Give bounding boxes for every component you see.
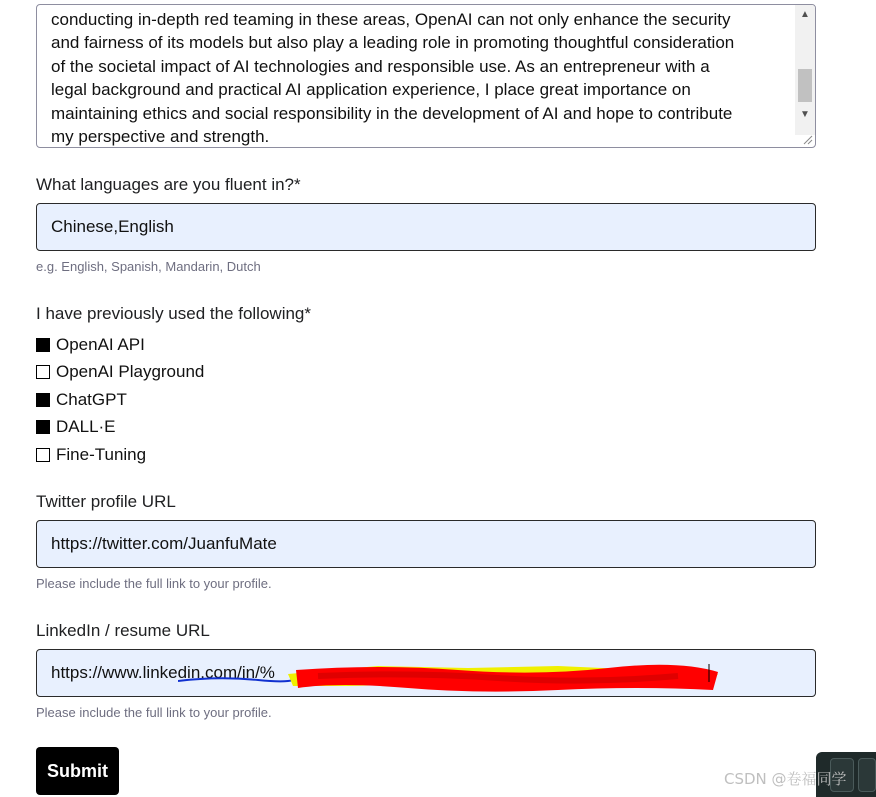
- languages-hint: e.g. English, Spanish, Mandarin, Dutch: [36, 259, 261, 274]
- checkbox-icon[interactable]: [36, 448, 50, 462]
- checkbox-dall-e[interactable]: [36, 416, 116, 438]
- languages-input[interactable]: Chinese,English: [36, 203, 816, 251]
- checkbox-icon[interactable]: [36, 393, 50, 407]
- essay-textarea[interactable]: [36, 4, 816, 148]
- checkbox-label: ChatGPT: [56, 390, 127, 409]
- redaction-scribble: [178, 656, 738, 696]
- checkbox-chatgpt[interactable]: [36, 389, 127, 411]
- scroll-up-icon[interactable]: ▲: [800, 9, 810, 20]
- submit-button[interactable]: Submit: [36, 747, 119, 795]
- watermark: CSDN @卷福同学: [724, 770, 847, 788]
- twitter-hint: Please include the full link to your profile.: [36, 576, 272, 591]
- checkbox-openai-playground[interactable]: [36, 361, 204, 383]
- checkbox-label: OpenAI API: [56, 335, 145, 354]
- checkbox-label: OpenAI Playground: [56, 362, 205, 381]
- essay-text: conducting in-depth red teaming in these areas, OpenAI can not only enhance the security and fairness of its models but also play a leading role in promoting thoughtful consideration of the societal impact of AI technologies and responsible use. As an entrepreneur with a legal background and practical AI application experience, I place great importance on maintaining ethics and social responsibility in the development of AI and hope to contribute my perspective and strength.: [51, 10, 735, 147]
- checkbox-label: Fine-Tuning: [56, 445, 147, 464]
- scroll-down-icon[interactable]: ▼: [800, 109, 810, 120]
- checkbox-icon[interactable]: [36, 420, 50, 434]
- checkbox-openai-api[interactable]: [36, 334, 145, 356]
- twitter-input[interactable]: https://twitter.com/JuanfuMate: [36, 520, 816, 568]
- twitter-label: Twitter profile URL: [36, 492, 176, 511]
- scroll-thumb[interactable]: [798, 69, 812, 102]
- linkedin-label: LinkedIn / resume URL: [36, 621, 210, 640]
- languages-label: What languages are you fluent in?*: [36, 175, 301, 194]
- used-label: I have previously used the following*: [36, 304, 311, 323]
- checkbox-fine-tuning[interactable]: [36, 444, 146, 466]
- checkbox-label: DALL·E: [56, 417, 116, 436]
- linkedin-hint: Please include the full link to your profile.: [36, 705, 272, 720]
- tool-key-icon[interactable]: [858, 758, 876, 792]
- essay-scrollbar[interactable]: [795, 5, 815, 135]
- checkbox-icon[interactable]: [36, 338, 50, 352]
- checkbox-icon[interactable]: [36, 365, 50, 379]
- resize-grip-icon[interactable]: [801, 133, 813, 145]
- linkedin-input[interactable]: https://www.linkedin.com/in/%: [36, 649, 816, 697]
